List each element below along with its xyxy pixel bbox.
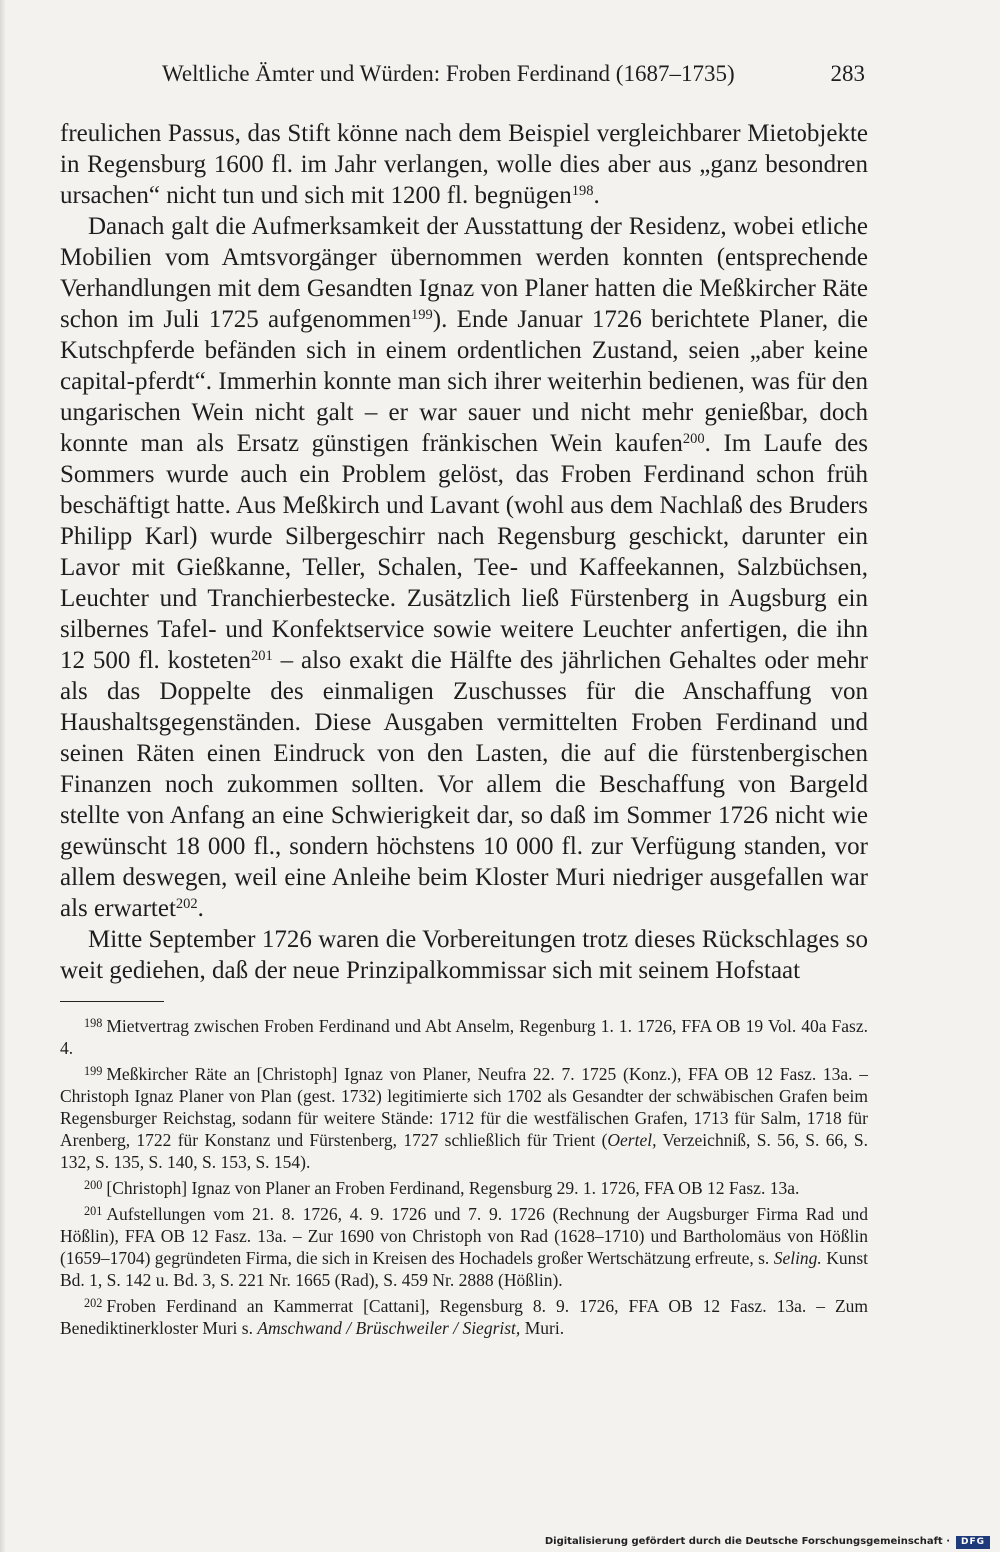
footnotes	[60, 1015, 868, 1343]
footnote-ref: 202	[175, 896, 198, 913]
footnote-number: 199	[84, 1064, 103, 1079]
author-name: Amschwand / Brüschweiler / Siegrist,	[257, 1318, 521, 1338]
footnote-ref: 198	[571, 183, 594, 200]
dfg-logo: DFG	[956, 1536, 990, 1549]
page-edge-shadow	[0, 0, 6, 1552]
page-number: 283	[830, 61, 865, 86]
paragraph	[60, 118, 868, 211]
footnote	[60, 1015, 868, 1059]
text-run: ). Ende Januar 1726 berichtete Planer, die Kutschpferde befänden sich in einem ordentlichen Zustand, seien „aber keine capital-pferdt“. Immerhin konnte man sich ihrer weiterhin bedienen, was für den ungarischen Wein nicht galt – er war sauer und nicht mehr genießbar, doch konnte man als Ersatz günstigen fränkischen Wein kaufen	[60, 306, 868, 457]
funding-credit: Digitalisierung gefördert durch die Deutsche Forschungsgemeinschaft ·	[544, 1536, 950, 1547]
paragraph	[60, 211, 868, 924]
text-run: .	[197, 895, 204, 922]
author-name: Oertel,	[607, 1130, 657, 1150]
text-run: Verzeichniß, S. 56, S. 66, S. 132, S. 135, S. 140, S. 153, S. 154).	[60, 1130, 868, 1172]
digitization-footer	[0, 1534, 1000, 1552]
footnote-ref: 201	[250, 648, 273, 665]
footnote-ref: 199	[411, 307, 433, 324]
text-run: Mietvertrag zwischen Froben Ferdinand und Abt Anselm, Regenburg 1. 1. 1726, FFA OB 19 Vol. 40a Fasz. 4.	[60, 1016, 868, 1058]
main-text	[60, 118, 868, 986]
text-run: Danach galt die Aufmerksamkeit der Ausstattung der Residenz, wobei etliche Mobilien vom Amtsvorgänger übernommen werden konnten (entsprechende Verhandlungen mit dem Gesandten Ignaz von Planer hatten die Meßkircher Räte schon im Juli 1725 aufgenommen	[60, 213, 868, 333]
text-run: Aufstellungen vom 21. 8. 1726, 4. 9. 1726 und 7. 9. 1726 (Rechnung der Augsburger Firma Rad und Hößlin), FFA OB 12 Fasz. 13a. – Zur 1690 von Christoph von Rad (1628–1710) und Bartholomäus von Hößlin (1659–1704) gegründeten Firma, die sich in Kreisen des Hochadels großer Wertschätzung erfreute, s.	[60, 1204, 868, 1268]
footnote-number: 202	[84, 1296, 103, 1311]
footnote	[60, 1203, 868, 1291]
footnote-number: 201	[84, 1204, 103, 1219]
text-run: .	[593, 182, 600, 209]
footnote	[60, 1177, 868, 1199]
running-title: Weltliche Ämter und Würden: Froben Ferdinand (1687–1735)	[162, 61, 735, 86]
footnote	[60, 1063, 868, 1173]
text-run: Mitte September 1726 waren die Vorbereitungen trotz dieses Rückschlages so weit gediehen, daß der neue Prinzipalkommissar sich mit seinem Hofstaat	[60, 926, 868, 984]
paragraph	[60, 924, 868, 986]
text-run: Kunst Bd. 1, S. 142 u. Bd. 3, S. 221 Nr. 1665 (Rad), S. 459 Nr. 2888 (Hößlin).	[60, 1248, 869, 1290]
running-header	[162, 58, 865, 92]
text-run: – also exakt die Hälfte des jährlichen Gehaltes oder mehr als das Doppelte des einmaligen Zuschusses für die Anschaffung von Haushaltsgegenständen. Diese Ausgaben vermittelten Froben Ferdinand und seinen Räten einen Eindruck von den Lasten, die auf die fürstenbergischen Finanzen noch zukommen sollten. Vor allem die Beschaffung von Bargeld stellte von Anfang an eine Schwierigkeit dar, so daß im Sommer 1726 nicht wie gewünscht 18 000 fl., sondern höchstens 10 000 fl. zur Verfügung standen, vor allem deswegen, weil eine Anleihe beim Kloster Muri niedriger ausgefallen war als erwartet	[60, 647, 868, 922]
text-run: . Im Laufe des Sommers wurde auch ein Problem gelöst, das Froben Ferdinand schon früh beschäftigt hatte. Aus Meßkirch und Lavant (wohl aus dem Nachlaß des Bruders Philipp Karl) wurde Silbergeschirr nach Regensburg geschickt, darunter ein Lavor mit Gießkanne, Teller, Schalen, Tee- und Kaffeekannen, Salzbüchsen, Leuchter und Tranchierbestecke. Zusätzlich ließ Fürstenberg in Augsburg ein silbernes Tafel- und Konfektservice sowie weitere Leuchter anfertigen, die ihn 12 500 fl. kosteten	[60, 430, 869, 674]
text-run: Muri.	[520, 1318, 565, 1338]
text-run: Meßkircher Räte an [Christoph] Ignaz von Planer, Neufra 22. 7. 1725 (Konz.), FFA OB 12 Fasz. 13a. – Christoph Ignaz Planer von Plan (gest. 1732) legitimierte sich 1702 als Gesandter der schwäbischen Grafen beim Regensburger Reichstag, sodann für weitere Stände: 1712 für die westfälischen Grafen, 1713 für Salm, 1718 für Arenberg, 1722 für Konstanz und Fürstenberg, 1727 schließlich für Trient (	[60, 1064, 868, 1150]
text-run: freulichen Passus, das Stift könne nach dem Beispiel vergleichbarer Mietobjekte in Regensburg 1600 fl. im Jahr verlangen, wolle dies aber aus „ganz besondren ursachen“ nicht tun und sich mit 1200 fl. begnügen	[60, 120, 868, 209]
footnote-ref: 200	[682, 431, 705, 448]
text-run: Froben Ferdinand an Kammerrat [Cattani], Regensburg 8. 9. 1726, FFA OB 12 Fasz. 13a. – Zum Benediktinerkloster Muri s.	[60, 1296, 868, 1338]
footnote-number: 200	[84, 1178, 103, 1193]
footnote-separator	[60, 1001, 164, 1002]
footnote-number: 198	[84, 1016, 103, 1031]
author-name: Seling.	[773, 1248, 822, 1268]
text-run: [Christoph] Ignaz von Planer an Froben Ferdinand, Regensburg 29. 1. 1726, FFA OB 12 Fasz. 13a.	[106, 1178, 800, 1198]
footnote	[60, 1295, 868, 1339]
